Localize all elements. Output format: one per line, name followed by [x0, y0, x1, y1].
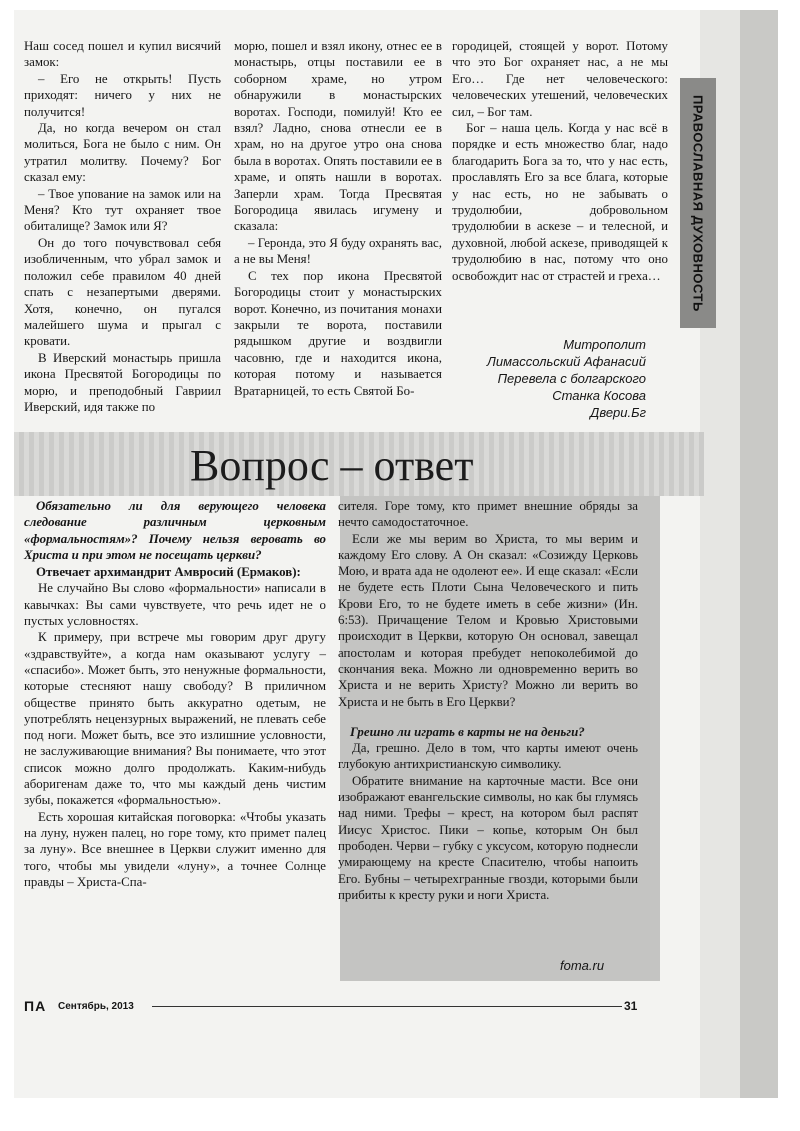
- paragraph: Да, но когда вечером он стал молиться, Бога не было с ним. Он утратил молитву. Почему? Бог сказал ему:: [24, 121, 221, 185]
- paragraph: – Твое упование на замок или на Меня? Кто тут охраняет твое обиталище? Замок или Я?: [24, 186, 221, 234]
- section-side-label: [680, 78, 716, 328]
- signature-author: Лимассольский Афанасий: [486, 354, 646, 369]
- signature-source: Двери.Бг: [590, 405, 646, 420]
- page-footer: [24, 998, 644, 1014]
- paragraph: С тех пор икона Пресвятой Богородицы стоит у монастырских ворот. Конечно, из почитания монахи закрыли те ворота, поставили рядышком другие и воздвигли часовню, где и находится икона, которая потому и называется Вратарницей, то есть Святой Бо-: [234, 268, 442, 398]
- answerer: Отвечает архимандрит Амвросий (Ермаков):: [36, 565, 301, 580]
- paragraph: сителя. Горе тому, кто примет внешние обряды за нечто самодостаточное.: [338, 499, 638, 530]
- paragraph: Обратите внимание на карточные масти. Все они изображают евангельские символы, но как бы глумясь над ними. Трефы – крест, на котором был распят Иисус Христос. Пики – копье, которым Он был прободен. Черви – губку с уксусом, которую поднесли умирающему на кресте Спасителю, чтобы напоить Его. Бубны – четырехгранные гвозди, которыми были прибиты к кресту руки и ноги Христа.: [338, 773, 638, 902]
- signature-translated: Перевела с болгарского: [497, 371, 646, 386]
- article-column-1: [24, 38, 221, 415]
- paragraph: Он до того почувствовал себя изобличенным, что убрал замок и положил себе правилом 40 дней спать с незапертыми дверями. Хотя, конечно, он пугался малейшего шума и прыгал с кровати.: [24, 235, 221, 349]
- qa-left-column: [24, 498, 326, 890]
- paragraph: – Его не открыть! Пусть приходят: ничего у них не получится!: [24, 71, 221, 119]
- paragraph: морю, пошел и взял икону, отнес ее в монастырь, отцы поставили ее в соборном храме, но утром обнаружили в монастырских воротах. Господи, помилуй! Кто ее взял? Ладно, снова отнесли ее в храм, но на другое утро она снова была в воротах. Опять поставили ее в храме, и опять нашли в воротах. Заперли храм. Тогда Пресвятая Богородица явилась игумену и сказала:: [234, 39, 442, 234]
- qa-right-column: [338, 498, 638, 903]
- footer-rule: [152, 1006, 622, 1007]
- qa-source: foma.ru: [560, 958, 605, 973]
- paragraph: В Иверский монастырь пришла икона Пресвятой Богородицы по морю, и преподобный Гавриил Иверский, идя также по: [24, 350, 221, 414]
- signature-title: Митрополит: [563, 337, 646, 352]
- footer-brand: ПА: [24, 998, 47, 1014]
- article-column-2: [234, 38, 442, 399]
- page-shadow: [740, 10, 778, 1098]
- section-title: Вопрос – ответ: [190, 441, 474, 490]
- paragraph: Не случайно Вы слово «формальности» написали в кавычках: Вы сами чувствуете, что речь идет не о пустых условностях.: [24, 581, 326, 629]
- paragraph: К примеру, при встрече мы говорим друг другу «здравствуйте», а когда нам оказывают услугу – «спасибо». Может быть, это ненужные формальности, которые стесняют нашу свободу? В приличном обществе принято быть аккуратно одетым, не употреблять нецензурных выражений, не плевать себе под ноги. Может быть, все это излишние условности, не заслуживающие внимания? Вы понимаете, что этот список можно долго продолжать. Каким-нибудь аборигенам даже то, что мы каждый день чистим зубы, покажется «формальностью».: [24, 630, 326, 808]
- paragraph: Да, грешно. Дело в том, что карты имеют очень глубокую антихристианскую символику.: [338, 741, 638, 772]
- article-column-3: [452, 38, 668, 284]
- signature-translator: Станка Косова: [552, 388, 646, 403]
- article-signature: [450, 336, 646, 421]
- paragraph: Наш сосед пошел и купил висячий замок:: [24, 39, 221, 70]
- side-label-text: ПРАВОСЛАВНАЯ ДУХОВНОСТЬ: [690, 94, 706, 312]
- footer-date: Сентябрь, 2013: [58, 1001, 134, 1012]
- paragraph: Есть хорошая китайская поговорка: «Чтобы указать на луну, нужен палец, но горе тому, кто примет палец за луну». Все внешнее в Церкви служит именно для того, чтобы мы увидели «луну», а точнее Солнце правды – Христа-Спа-: [24, 809, 326, 889]
- question-1: Обязательно ли для верующего человека следование различным церковным «формальностям»? Почему нельзя веровать во Христа и при этом не посещать церкви?: [24, 499, 326, 562]
- paragraph: Бог – наша цель. Когда у нас всё в порядке и есть множество благ, надо благодарить Бога за то, что у нас есть, прославлять Его за все блага, которые у нас есть, но не забывать о трудолюбии, добровольном трудолюбии в аскезе – и телесной, и духовной, любой аскезе, приводящей к трудолюбию в нас, потому что оно освобождит нас от страстей и греха…: [452, 121, 668, 283]
- paragraph: – Геронда, это Я буду охранять вас, а не вы Меня!: [234, 235, 442, 267]
- paragraph: Если же мы верим во Христа, то мы верим и каждому Его слову. А Он сказал: «Созижду Церковь Мою, и врата ада не одолеют ее». И еще сказал: «Если не будете есть Плоти Сына Человеческого и пить Крови Его, то не будете иметь в себе жизни» (Ин. 6:53). Причащение Телом и Кровью Христовыми происходит в Церкви, которую Он основал, завещал апостолам и которая пребудет непоколебимой до скончания века. Можно ли одновременно верить во Христа и не верить Христу? Можно ли верить во Христа и не быть в Его Церкви?: [338, 531, 638, 709]
- paragraph: городицей, стоящей у ворот. Потому что это Бог охраняет нас, а не мы Его… Где нет человеческого: человеческих утешений, человеческих сил, – Бог там.: [452, 39, 668, 119]
- question-2: Грешно ли играть в карты не на деньги?: [350, 724, 585, 739]
- page-number: 31: [624, 999, 638, 1013]
